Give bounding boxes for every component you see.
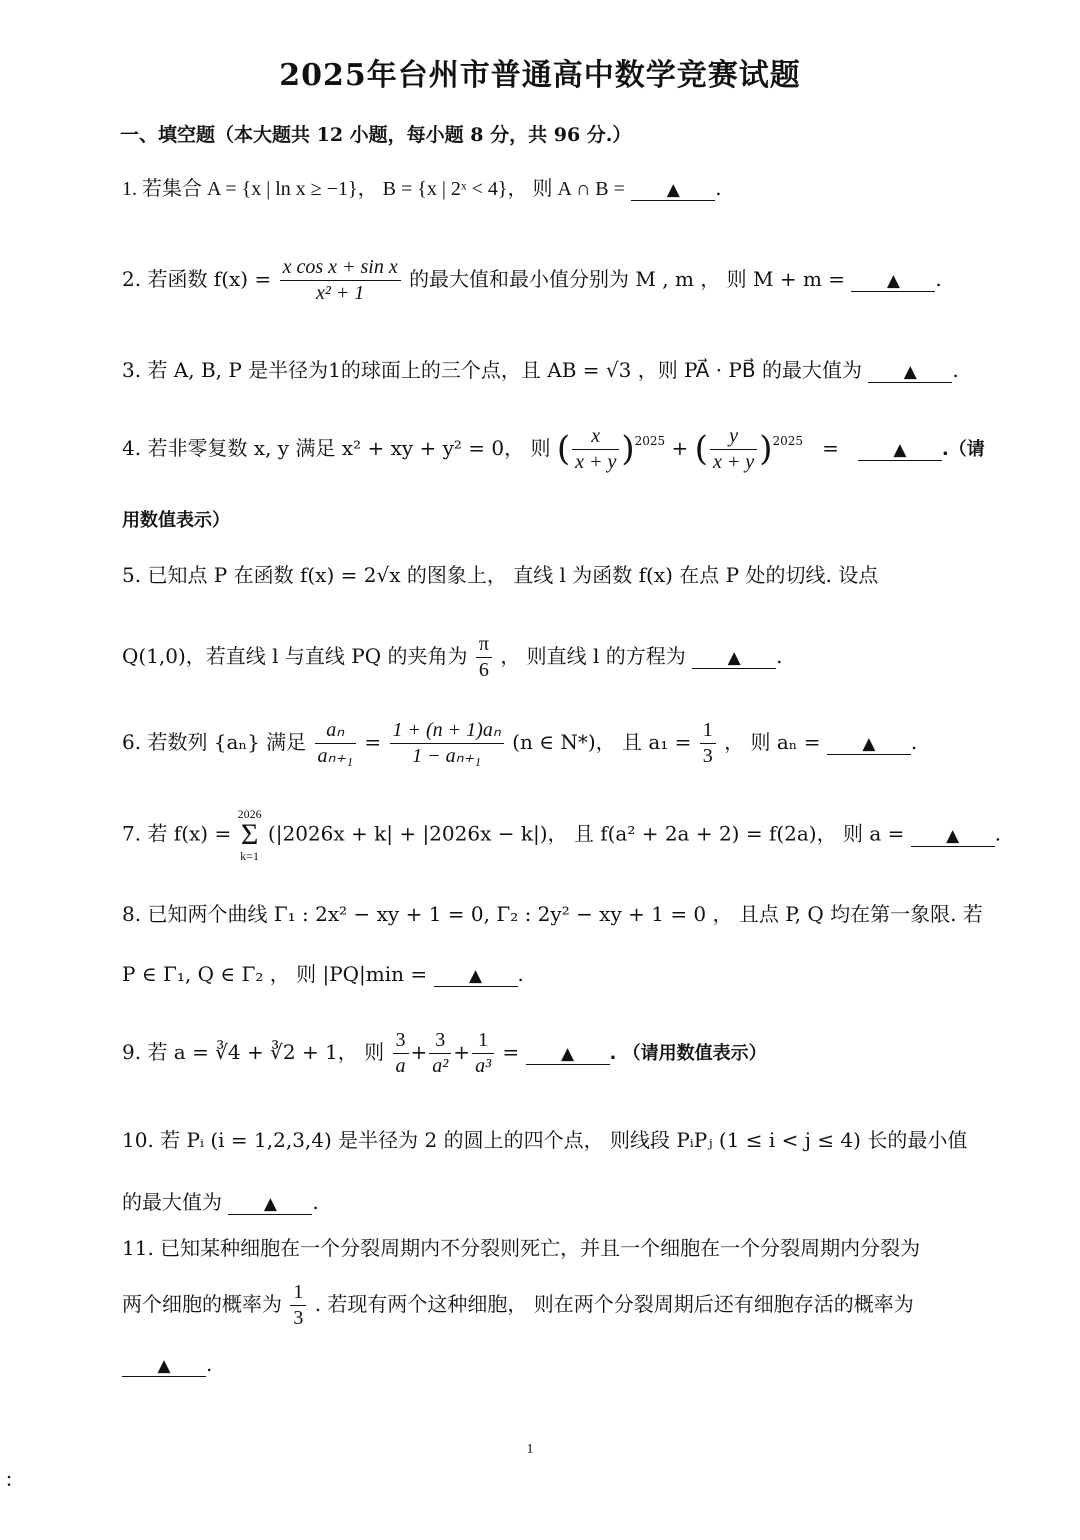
answer-blank-3: ▲ — [868, 360, 952, 383]
q11-line1: 11. 已知某种细胞在一个分裂周期内不分裂则死亡，并且一个细胞在一个分裂周期内分裂为 — [122, 1236, 921, 1260]
question-10-continued: 的最大值为 ▲ . — [122, 1190, 319, 1214]
question-4: 4. 若非零复数 x, y 满足 x² + xy + y² = 0， 则 ( $\frac{x}{x + y}$ )$^{2025}$ + ( $\frac{y}{x + y}$ )$^{2025}$ = ▲ .（请 — [122, 425, 985, 473]
question-7: 7. 若 f(x) = 2026 Σ k=1 (|2026x + k| + |2026x − k|)， 且 f(a² + 2a + 2) = f(2a)， 则 a = ▲ . — [122, 807, 1002, 863]
question-8 — [122, 902, 983, 926]
question-5 — [122, 563, 878, 587]
q11-line2-prefix: 两个细胞的概率为 — [122, 1292, 282, 1316]
q9-fraction-1: $\frac{3}{a}$ — [393, 1028, 409, 1079]
q10-line2: 的最大值为 — [122, 1190, 222, 1214]
question-6: 6. 若数列 {aₙ} 满足 $\frac{\text{aₙ}}{\text{aₙ₊₁}}$ = $\frac{\text{1 + (n + 1)aₙ}}{\text{1 − aₙ₊₁}}$ (n ∈ N*)， 且 a₁ = $\frac{1}{3}$ ， 则 aₙ = ▲ . — [122, 719, 918, 767]
section-heading: 一、填空题（本大题共 12 小题，每小题 8 分，共 96 分.） — [120, 124, 632, 146]
answer-blank-1: ▲ — [631, 178, 715, 201]
answer-blank-6: ▲ — [827, 732, 911, 755]
corner-mark: : — [6, 1466, 13, 1491]
q6-fraction-1: $\frac{\text{aₙ}}{\text{aₙ₊₁}}$ — [315, 718, 356, 769]
q6-fraction-2: $\frac{\text{1 + (n + 1)aₙ}}{\text{1 − aₙ₊₁}}$ — [390, 718, 504, 769]
question-11-continued — [122, 1280, 914, 1331]
summation-symbol: 2026 Σ k=1 — [237, 807, 262, 863]
q11-fraction: $\frac{1}{3}$ — [290, 1280, 306, 1331]
answer-blank-2: ▲ — [851, 269, 935, 292]
question-3: 3. 若 A, B, P 是半径为1的球面上的三个点，且 AB = √3 ，则 PA⃗ · PB⃗ 的最大值为 ▲ . — [122, 358, 959, 382]
q8-line2: P ∈ Γ₁, Q ∈ Γ₂ ， 则 |PQ|min = — [122, 962, 428, 986]
q4-fraction-2: $\frac{y}{x + y}$ — [710, 424, 757, 475]
exam-title: 2025年台州市普通高中数学竞赛试题 — [279, 58, 801, 93]
question-5-continued: Q(1,0)，若直线 l 与直线 PQ 的夹角为 $\frac{\pi}{6}$ ， 则直线 l 的方程为 ▲ . — [122, 633, 783, 681]
answer-blank-10: ▲ — [228, 1192, 312, 1215]
q7-prefix: 7. 若 f(x) = — [122, 821, 232, 846]
q8-line1: 8. 已知两个曲线 Γ₁ : 2x² − xy + 1 = 0, Γ₂ : 2y² − xy + 1 = 0 ， 且点 P, Q 均在第一象限. 若 — [122, 902, 983, 926]
question-10 — [122, 1128, 967, 1152]
q4-exponent-1: 2025 — [634, 434, 666, 448]
q3-text: 3. 若 A, B, P 是半径为1的球面上的三个点，且 AB = √3 ，则 PA⃗ · PB⃗ 的最大值为 — [122, 358, 862, 382]
q6-fraction-3: $\frac{1}{3}$ — [700, 718, 716, 769]
question-8-continued: P ∈ Γ₁, Q ∈ Γ₂ ， 则 |PQ|min = ▲ . — [122, 962, 524, 986]
question-11 — [122, 1236, 920, 1260]
q5-line2-suffix: ， 则直线 l 的方程为 — [500, 644, 686, 668]
answer-blank-4: ▲ — [858, 438, 942, 461]
q5-line1: 5. 已知点 P 在函数 f(x) = 2√x 的图象上， 直线 l 为函数 f(x) 在点 P 处的切线. 设点 — [122, 563, 879, 587]
q9-fraction-2: $\frac{3}{\text{a²}}$ — [429, 1028, 451, 1079]
answer-blank-5: ▲ — [692, 646, 776, 669]
question-4-continued: 用数值表示） — [122, 510, 230, 531]
q1-text: 1. 若集合 A = {x | ln x ≥ −1}， B = {x | 2ˣ < 4}， 则 A ∩ B = — [122, 178, 625, 200]
q2-prefix: 2. 若函数 f(x) = — [122, 267, 272, 291]
question-9: 9. 若 a = ∛4 + ∛2 + 1， 则 $\frac{3}{a}$ + $\frac{3}{\text{a²}}$ + $\frac{1}{\text{a³}}$ = ▲ . （请用数值表示） — [122, 1029, 767, 1077]
q10-line1: 10. 若 Pᵢ (i = 1,2,3,4) 是半径为 2 的圆上的四个点， 则线段 PᵢPⱼ (1 ≤ i < j ≤ 4) 长的最小值 — [122, 1128, 968, 1152]
q5-line2-prefix: Q(1,0)，若直线 l 与直线 PQ 的夹角为 — [122, 644, 468, 668]
question-2: 2. 若函数 f(x) = $\frac{\text{x cos x + sin x}}{\text{x² + 1}}$ 的最大值和最小值分别为 M , m ， 则 M + m = ▲ . — [122, 256, 942, 304]
q9-fraction-3: $\frac{1}{\text{a³}}$ — [472, 1028, 494, 1079]
answer-blank-9: ▲ — [526, 1042, 610, 1065]
q6-prefix: 6. 若数列 {aₙ} 满足 — [122, 730, 307, 754]
answer-blank-7: ▲ — [911, 824, 995, 847]
q4-exponent-2: 2025 — [772, 434, 803, 448]
page-number: 1 — [526, 1442, 534, 1457]
q9-prefix: 9. 若 a = ∛4 + ∛2 + 1， 则 — [122, 1040, 385, 1064]
q4-fraction-1: $\frac{x}{x + y}$ — [572, 424, 619, 475]
q5-fraction: $\frac{\pi}{6}$ — [476, 632, 492, 683]
q2-fraction: $\frac{\text{x cos x + sin x}}{\text{x² + 1}}$ — [280, 255, 401, 306]
q6-suffix: ， 则 aₙ = — [724, 730, 821, 754]
q6-mid: (n ∈ N*)， 且 a₁ = — [512, 730, 692, 754]
question-1: 1. 若集合 A = {x | ln x ≥ −1}， B = {x | 2ˣ < 4}， 则 A ∩ B = ▲ . — [122, 176, 722, 200]
answer-blank-8: ▲ — [434, 964, 518, 987]
q7-body: (|2026x + k| + |2026x − k|)， 且 f(a² + 2a + 2) = f(2a)， 则 a = — [267, 821, 905, 846]
q2-suffix: 的最大值和最小值分别为 M , m ， 则 M + m = — [409, 267, 846, 291]
question-11-answer-line: ▲ . — [122, 1352, 212, 1377]
answer-blank-11: ▲ — [122, 1354, 206, 1377]
q11-line2-suffix: . 若现有两个这种细胞， 则在两个分裂周期后还有细胞存活的概率为 — [314, 1292, 914, 1316]
q4-prefix: 4. 若非零复数 x, y 满足 x² + xy + y² = 0， 则 — [122, 436, 551, 460]
